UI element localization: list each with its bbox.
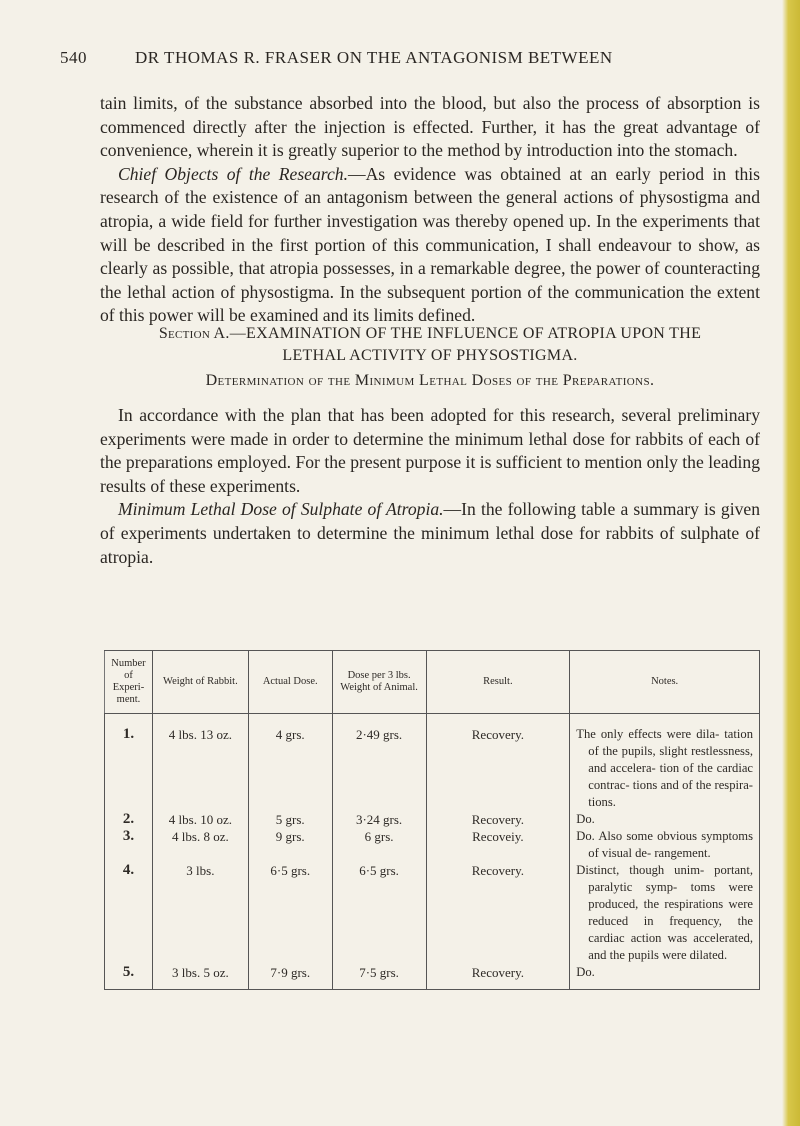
cell-notes [570,714,760,812]
notes-text: The only effects were dila- tation of the pupils, slight restlessness, and accelera- tion of the cardiac contrac- tions and of the respira- tions. [576,727,753,809]
cell-result: Recovery. [426,811,570,828]
section-title: —EXAMINATION OF THE INFLUENCE OF ATROPIA UPON THE [229,325,702,342]
cell-dose: 6·5 grs. [248,862,332,964]
header-result: Result. [426,651,570,714]
paragraph-4 [100,498,760,569]
paragraph-2-body: —As evidence was obtained at an early period in this research of the existence of an antagonism between the general actions of physostigma and atropia, a wide field for further investigation was thereby opened up. In the experiments that will be described in the first portion of this communication, I shall endeavour to show, as clearly as possible, that atropia possesses, in a remarkable degree, the power of counteracting the lethal action of physostigma. In the subsequent portion of the communication the extent of this power will be examined and its limits defined. [100,163,760,326]
cell-result: Recovery. [426,714,570,812]
cell-notes [570,862,760,964]
cell-weight: 3 lbs. [152,862,248,964]
header-dose: Actual Dose. [248,651,332,714]
table-row [105,828,760,862]
table-row [105,862,760,964]
cell-dose-per-3lbs: 2·49 grs. [332,714,426,812]
cell-result: Recovery. [426,862,570,964]
paragraph-2 [100,163,760,328]
cell-number: 2. [105,811,153,828]
cell-dose: 9 grs. [248,828,332,862]
notes-text: Do. [576,965,595,979]
paragraph-2-heading: Chief Objects of the Research. [118,163,348,184]
cell-notes [570,828,760,862]
notes-text: Do. Also some obvious symptoms of visual de- rangement. [576,829,753,860]
section-title-line-2: LETHAL ACTIVITY OF PHYSOSTIGMA. [282,347,578,364]
table-header-row [105,651,760,714]
cell-weight: 3 lbs. 5 oz. [152,964,248,990]
page-number: 540 [60,48,87,67]
cell-dose-per-3lbs: 3·24 grs. [332,811,426,828]
notes-text: Distinct, though unim- portant, paralytic symp- toms were produced, the respirations were reduced in frequency, the cardiac action was accelerated, and the pupils were dilated. [576,863,753,962]
cell-dose-per-3lbs: 7·5 grs. [332,964,426,990]
notes-text: Do. [576,812,595,826]
cell-notes [570,964,760,990]
table-row [105,714,760,812]
cell-result: Recovery. [426,964,570,990]
cell-weight: 4 lbs. 10 oz. [152,811,248,828]
atropia-dose-table [104,650,760,990]
section-heading [100,323,760,367]
header-dose-per-3lbs: Dose per 3 lbs. Weight of Animal. [332,651,426,714]
cell-number: 1. [105,714,153,812]
cell-number: 3. [105,828,153,862]
running-head: DR THOMAS R. FRASER ON THE ANTAGONISM BETWEEN [135,48,613,67]
table-row [105,811,760,828]
cell-dose: 4 grs. [248,714,332,812]
header-notes: Notes. [570,651,760,714]
cell-weight: 4 lbs. 8 oz. [152,828,248,862]
body-text [100,404,760,569]
cell-dose: 5 grs. [248,811,332,828]
section-label: Section A. [158,325,230,342]
cell-number: 5. [105,964,153,990]
cell-dose-per-3lbs: 6·5 grs. [332,862,426,964]
header-number: Number of Experi- ment. [105,651,153,714]
paragraph-3: In accordance with the plan that has been adopted for this research, several preliminary experiments were made in order to determine the minimum lethal dose for rabbits of each of the preparations employed. For the present purpose it is sufficient to mention only the leading results of these experiments. [100,405,760,496]
cell-result: Recoveiy. [426,828,570,862]
paragraph-4-body: —In the following table a summary is given of experiments undertaken to determine the minimum lethal dose for rabbits of sulphate of atropia. [100,499,761,567]
cell-notes [570,811,760,828]
cell-dose-per-3lbs: 6 grs. [332,828,426,862]
intro-text [100,92,760,328]
header-weight: Weight of Rabbit. [152,651,248,714]
table-row [105,964,760,990]
cell-weight: 4 lbs. 13 oz. [152,714,248,812]
cell-number: 4. [105,862,153,964]
cell-dose: 7·9 grs. [248,964,332,990]
paragraph-1: tain limits, of the substance absorbed into the blood, but also the process of absorption is commenced directly after the injection is effected. Further, it has the great advantage of convenience, wherein it is greatly superior to the method by introduction into the stomach. [100,93,760,161]
paragraph-4-heading: Minimum Lethal Dose of Sulphate of Atropia. [118,499,444,520]
subheading: Determination of the Minimum Lethal Doses of the Preparations. [205,372,655,389]
page-edge-stain [782,0,800,1126]
